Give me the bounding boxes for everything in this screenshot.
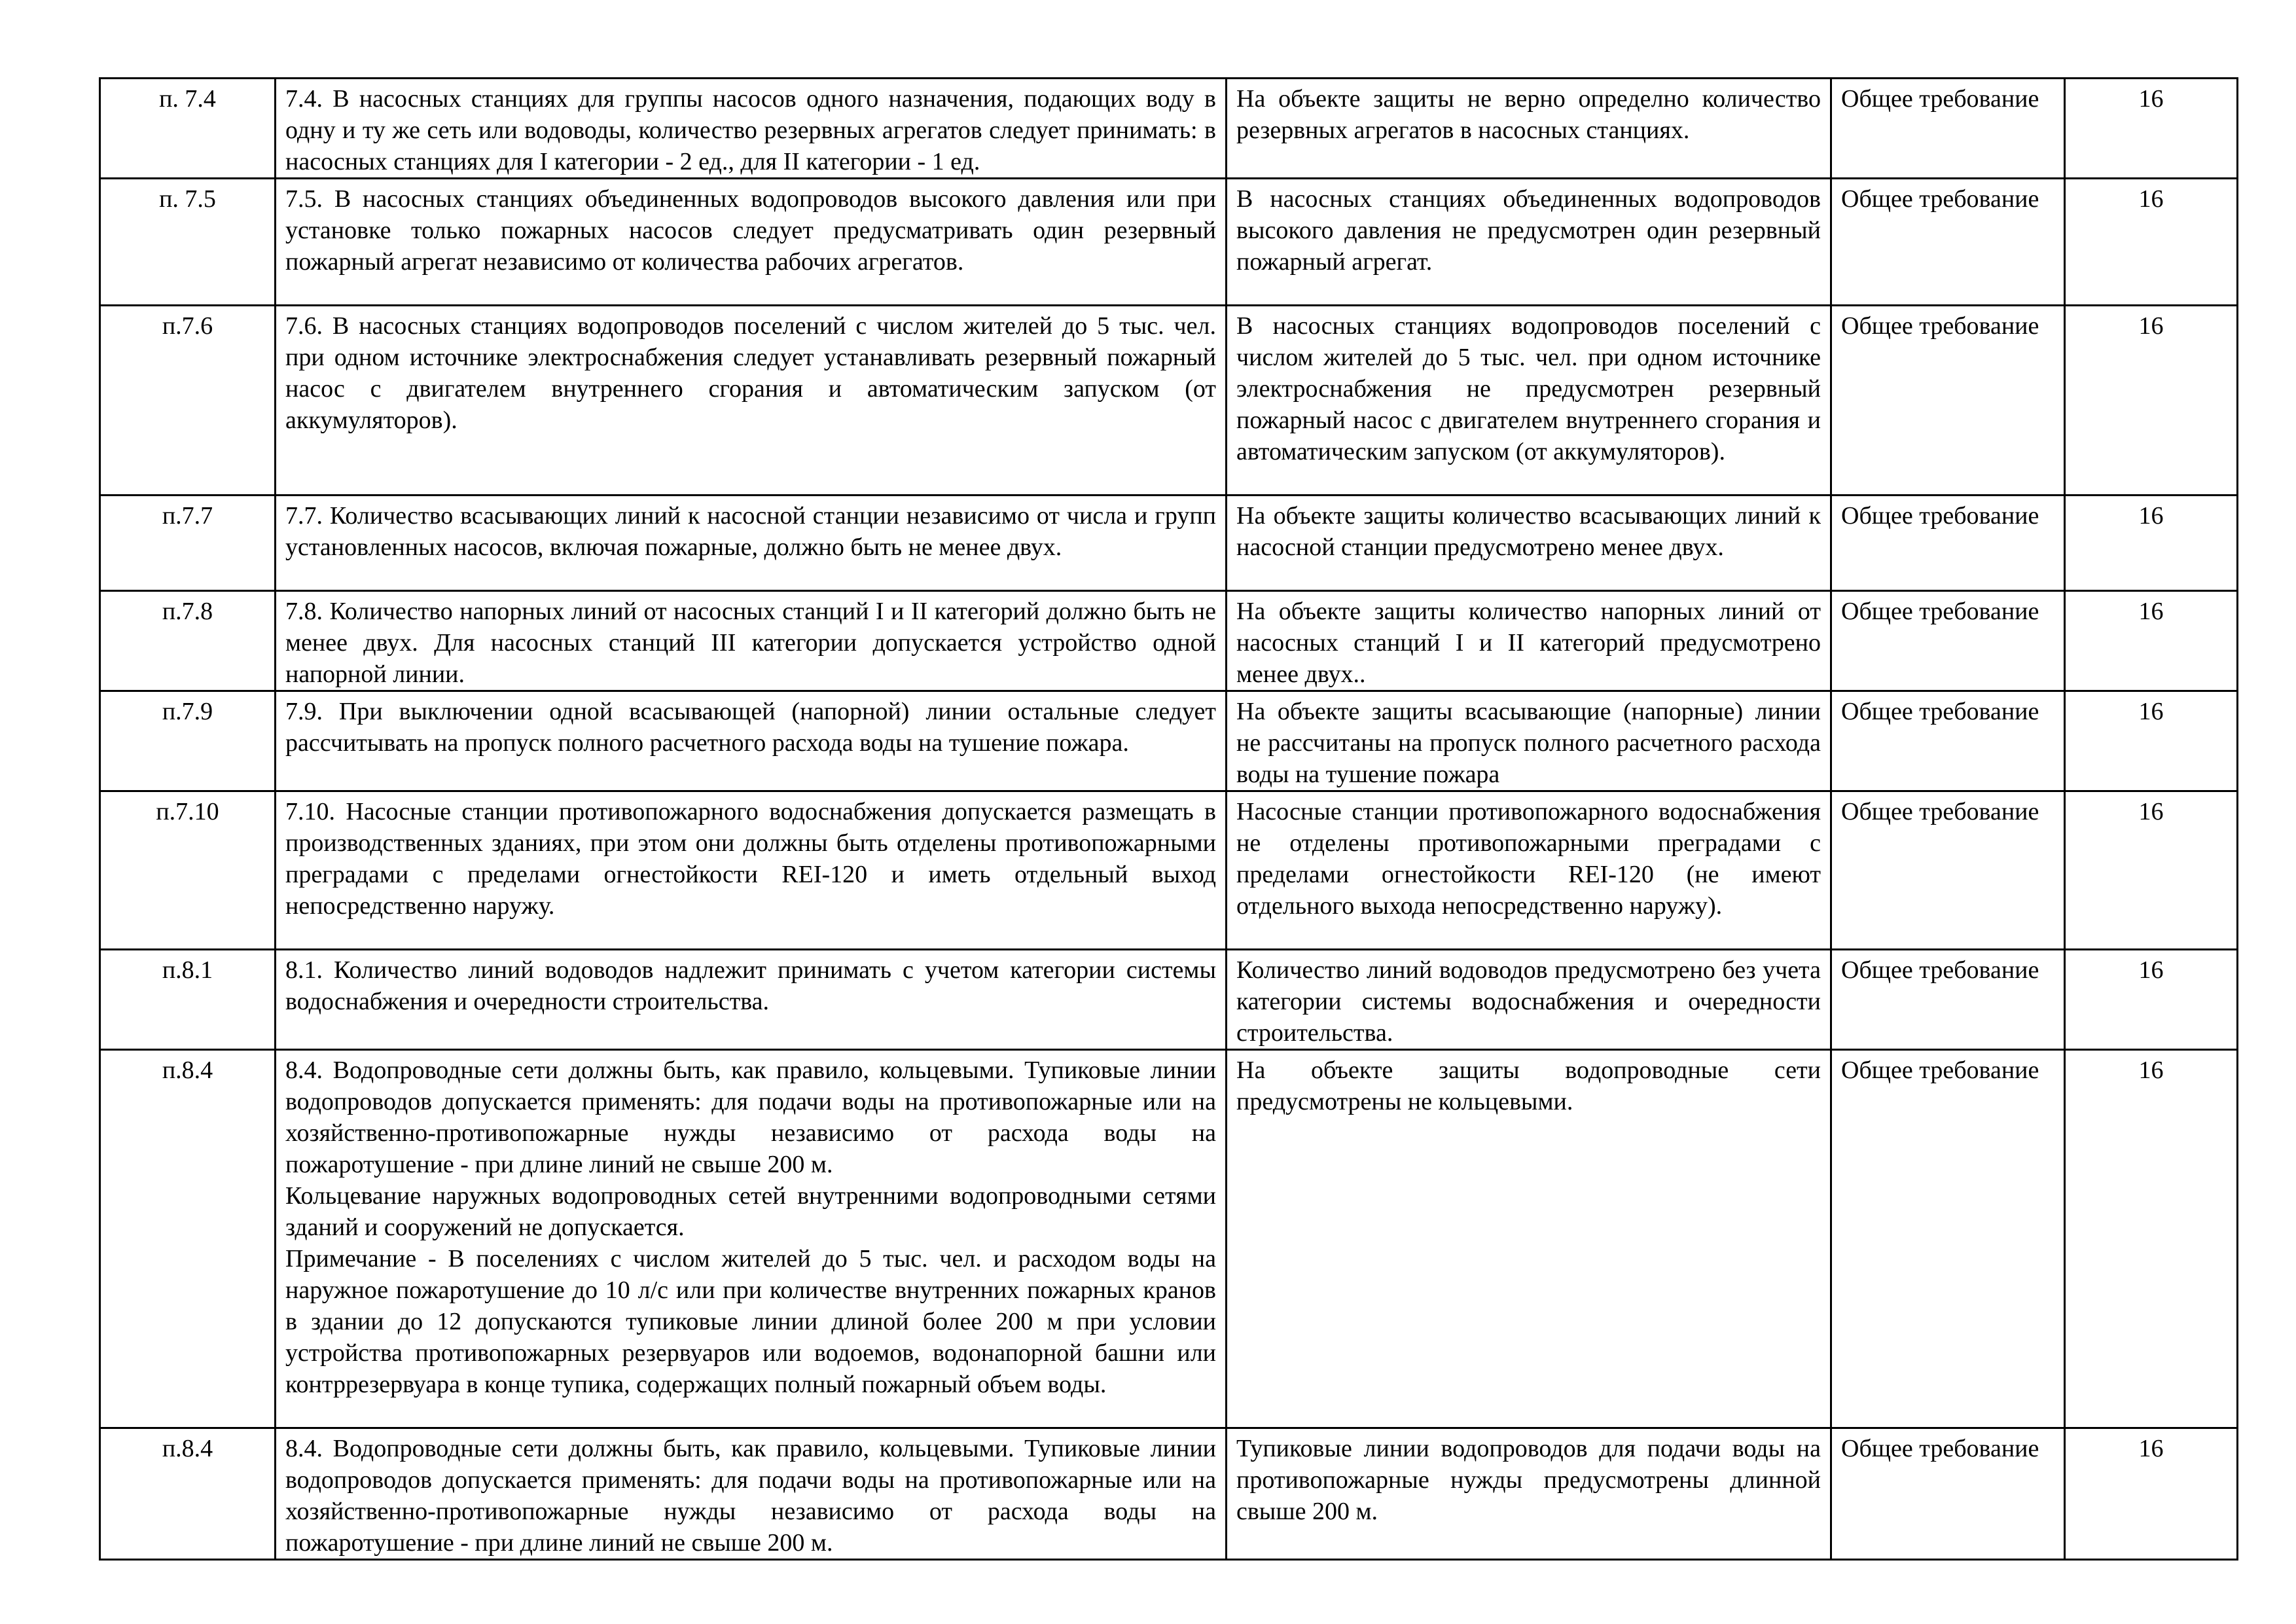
requirement-paragraph: 7.9. При выключении одной всасывающей (напорной) линии остальные следует рассчитывать на пропуск полного расчетного расхода воды на тушение пожара.: [285, 698, 1216, 757]
violation-description: На объекте защиты водопроводные сети предусмотрены не кольцевыми.: [1227, 1050, 1831, 1428]
requirement-type: Общее требование: [1831, 496, 2065, 591]
clause-reference: п. 7.5: [100, 179, 276, 306]
article-number: 16: [2065, 791, 2238, 950]
article-number: 16: [2065, 79, 2238, 179]
requirements-table-body: [100, 79, 2238, 1560]
requirement-text: [276, 791, 1227, 950]
article-number: 16: [2065, 1428, 2238, 1560]
requirement-text: [276, 496, 1227, 591]
clause-reference: п.7.7: [100, 496, 276, 591]
requirement-text: [276, 950, 1227, 1050]
table-row: [100, 496, 2238, 591]
requirement-text: [276, 179, 1227, 306]
requirement-paragraph: 7.8. Количество напорных линий от насосных станций I и II категорий должно быть не менее двух. Для насосных станций III категории допускается устройство одной напорной линии.: [285, 598, 1216, 688]
clause-reference: п.8.1: [100, 950, 276, 1050]
requirement-type: Общее требование: [1831, 691, 2065, 791]
violation-description: На объекте защиты количество напорных линий от насосных станций I и II категорий предусмотрено менее двух..: [1227, 591, 1831, 691]
requirement-paragraph: 8.4. Водопроводные сети должны быть, как правило, кольцевыми. Тупиковые линии водопроводов допускается применять: для подачи воды на противопожарные или на хозяйственно-противопожарные нужды независимо от расхода воды на пожаротушение - при длине линий не свыше 200 м.: [285, 1435, 1216, 1557]
article-number: 16: [2065, 691, 2238, 791]
table-row: [100, 791, 2238, 950]
requirement-paragraph: 8.4. Водопроводные сети должны быть, как правило, кольцевыми. Тупиковые линии водопроводов допускается применять: для подачи воды на противопожарные или на хозяйственно-противопожарные нужды независимо от расхода воды на пожаротушение - при длине линий не свыше 200 м.: [285, 1056, 1216, 1178]
requirement-paragraph: Кольцевание наружных водопроводных сетей внутренними водопроводными сетями зданий и сооружений не допускается.: [285, 1182, 1216, 1241]
table-row: [100, 950, 2238, 1050]
table-row: [100, 306, 2238, 496]
article-number: 16: [2065, 306, 2238, 496]
requirement-text: [276, 306, 1227, 496]
requirement-paragraph: 8.1. Количество линий водоводов надлежит принимать с учетом категории системы водоснабжения и очередности строительства.: [285, 956, 1216, 1015]
requirement-paragraph: 7.10. Насосные станции противопожарного водоснабжения допускается размещать в производственных зданиях, при этом они должны быть отделены противопожарными преградами с пределами огнестойкости REI-120 и иметь отдельный выход непосредственно наружу.: [285, 798, 1216, 920]
requirement-type: Общее требование: [1831, 1050, 2065, 1428]
requirement-paragraph: 7.7. Количество всасывающих линий к насосной станции независимо от числа и групп установленных насосов, включая пожарные, должно быть не менее двух.: [285, 502, 1216, 561]
violation-description: На объекте защиты количество всасывающих линий к насосной станции предусмотрено менее двух.: [1227, 496, 1831, 591]
violation-description: Насосные станции противопожарного водоснабжения не отделены противопожарными преградами с пределами огнестойкости REI-120 (не имеют отдельного выхода непосредственно наружу).: [1227, 791, 1831, 950]
violation-description: В насосных станциях объединенных водопроводов высокого давления не предусмотрен один резервный пожарный агрегат.: [1227, 179, 1831, 306]
table-row: [100, 79, 2238, 179]
table-row: [100, 691, 2238, 791]
clause-reference: п.7.6: [100, 306, 276, 496]
violation-description: Количество линий водоводов предусмотрено без учета категории системы водоснабжения и очередности строительства.: [1227, 950, 1831, 1050]
requirement-type: Общее требование: [1831, 306, 2065, 496]
table-row: [100, 591, 2238, 691]
table-row: [100, 179, 2238, 306]
clause-reference: п.8.4: [100, 1050, 276, 1428]
clause-reference: п.7.9: [100, 691, 276, 791]
requirement-text: [276, 1050, 1227, 1428]
table-row: [100, 1428, 2238, 1560]
violation-description: Тупиковые линии водопроводов для подачи воды на противопожарные нужды предусмотрены длинной свыше 200 м.: [1227, 1428, 1831, 1560]
requirement-paragraph: 7.6. В насосных станциях водопроводов поселений с числом жителей до 5 тыс. чел. при одном источнике электроснабжения следует устанавливать резервный пожарный насос с двигателем внутреннего сгорания и автоматическим запуском (от аккумуляторов).: [285, 312, 1216, 434]
table-row: [100, 1050, 2238, 1428]
requirement-paragraph: 7.5. В насосных станциях объединенных водопроводов высокого давления или при установке только пожарных насосов следует предусматривать один резервный пожарный агрегат независимо от количества рабочих агрегатов.: [285, 185, 1216, 276]
article-number: 16: [2065, 179, 2238, 306]
clause-reference: п.7.8: [100, 591, 276, 691]
clause-reference: п.8.4: [100, 1428, 276, 1560]
violation-description: На объекте защиты всасывающие (напорные) линии не рассчитаны на пропуск полного расчетного расхода воды на тушение пожара: [1227, 691, 1831, 791]
clause-reference: п.7.10: [100, 791, 276, 950]
article-number: 16: [2065, 496, 2238, 591]
requirement-paragraph: 7.4. В насосных станциях для группы насосов одного назначения, подающих воду в одну и ту же сеть или водоводы, количество резервных агрегатов следует принимать: в насосных станциях для I категории - 2 ед., для II категории - 1 ед.: [285, 85, 1216, 175]
requirement-text: [276, 79, 1227, 179]
requirement-type: Общее требование: [1831, 791, 2065, 950]
requirement-type: Общее требование: [1831, 950, 2065, 1050]
article-number: 16: [2065, 950, 2238, 1050]
article-number: 16: [2065, 591, 2238, 691]
requirement-type: Общее требование: [1831, 79, 2065, 179]
requirement-text: [276, 1428, 1227, 1560]
violation-description: На объекте защиты не верно определно количество резервных агрегатов в насосных станциях.: [1227, 79, 1831, 179]
requirement-text: [276, 591, 1227, 691]
article-number: 16: [2065, 1050, 2238, 1428]
clause-reference: п. 7.4: [100, 79, 276, 179]
requirements-table: [99, 77, 2238, 1561]
requirement-text: [276, 691, 1227, 791]
requirement-type: Общее требование: [1831, 591, 2065, 691]
requirement-paragraph: Примечание - В поселениях с числом жителей до 5 тыс. чел. и расходом воды на наружное пожаротушение до 10 л/с или при количестве внутренних пожарных кранов в здании до 12 допускаются тупиковые линии длиной более 200 м при условии устройства противопожарных резервуаров или водоемов, водонапорной башни или контррезервуара в конце тупика, содержащих полный пожарный объем воды.: [285, 1245, 1216, 1398]
requirement-type: Общее требование: [1831, 179, 2065, 306]
requirement-type: Общее требование: [1831, 1428, 2065, 1560]
violation-description: В насосных станциях водопроводов поселений с числом жителей до 5 тыс. чел. при одном источнике электроснабжения не предусмотрен резервный пожарный насос с двигателем внутреннего сгорания и автоматическим запуском (от аккумуляторов).: [1227, 306, 1831, 496]
